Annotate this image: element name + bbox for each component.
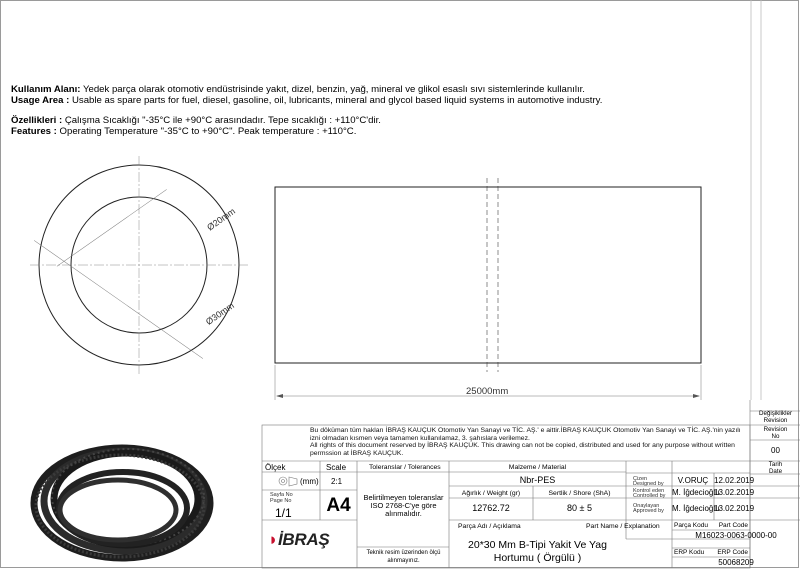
length-arrow-left	[276, 394, 283, 398]
designed-by: V.ORUÇ	[677, 476, 709, 485]
page-value: 1/1	[275, 506, 292, 520]
tolerance-line-2: ISO 2768-C'ye göre	[370, 501, 437, 510]
length-dim-label: 25000mm	[466, 386, 509, 397]
length-arrow-right	[693, 394, 700, 398]
tolerance-line-3: alınmalıdır.	[385, 509, 422, 518]
note-line-2: alınmayınız.	[387, 558, 420, 564]
designed-date: 12.02.2019	[714, 476, 755, 485]
note-line-1: Teknik resim üzerinden ölçü	[366, 550, 441, 556]
material-label: Malzeme / Material	[508, 464, 567, 471]
logo-mark-icon: ◗	[268, 530, 278, 549]
projection-symbol-icon	[279, 477, 297, 486]
logo-text: İBRAŞ	[277, 530, 330, 549]
inner-dim-leader	[57, 189, 167, 266]
part-name-en-label: Part Name / Explanation	[586, 523, 660, 530]
outer-dim-label: Ø30mm	[203, 300, 236, 327]
company-logo	[268, 530, 329, 550]
revision-header-tr: Değişiklikler	[758, 410, 792, 417]
measurement-note	[358, 549, 449, 565]
tolerance-line-1: Belirtilmeyen toleranslar	[363, 493, 444, 502]
tolerance-label: Toleranslar / Tolerances	[369, 464, 441, 471]
coil-ring-5	[60, 480, 176, 540]
weight-label: Ağırlık / Weight (gr)	[461, 490, 521, 497]
part-code-tr-label: Parça Kodu	[674, 522, 708, 529]
part-name-line-1: 20*30 Mm B-Tipi Yakit Ve Yag	[468, 539, 607, 551]
usage-en-label: Usage Area :	[11, 95, 70, 106]
features-en-label: Features :	[11, 126, 57, 137]
copyright-notice	[264, 427, 746, 457]
approved-tr-label: Onaylayan	[633, 503, 660, 509]
features-tr-label: Özellikleri :	[11, 115, 63, 126]
page-en-label: Page No	[270, 498, 292, 504]
revision-date-tr: Tarih	[768, 461, 783, 468]
erp-en-label: ERP Code	[717, 549, 748, 556]
revision-header	[751, 410, 800, 424]
designed-en-label: Designed by	[633, 481, 664, 487]
unit-label: (mm)	[300, 477, 319, 486]
part-name-tr-label: Parça Adı / Açıklama	[458, 523, 521, 530]
features-tr-text: Çalışma Sıcaklığı "-35°C ile +90°C arasındadır. Tepe sıcaklığı : +110°C'dir.	[64, 115, 381, 126]
revision-header-en: Revision	[763, 417, 788, 424]
revision-date-label	[751, 461, 800, 475]
hose-coil-photo	[34, 448, 210, 558]
revision-no-en: No	[771, 433, 780, 440]
scale-value: 2:1	[331, 477, 343, 486]
controlled-date: 13.02.2019	[714, 488, 755, 497]
scale-en-label: Scale	[326, 463, 347, 472]
part-name-line-2: Hortumu ( Örgülü )	[493, 552, 582, 564]
page-tr-label: Sayfa No	[270, 492, 293, 498]
usage-tr-label: Kullanım Alanı:	[11, 84, 81, 95]
outer-dim-leader	[34, 240, 203, 358]
approved-by: M. İğdecioğlu	[672, 504, 720, 513]
copyright-en: All rights of this document reserved by İBRAŞ KAUÇUK. This drawing can not be copied, distributed and used for any purpose without written permssion at İBRAŞ KAUÇUK.	[310, 442, 735, 457]
hardness-value: 80 ± 5	[567, 503, 592, 513]
erp-tr-label: ERP Kodu	[674, 549, 705, 556]
inner-dim-label: Ø20mm	[205, 206, 238, 233]
material-value: Nbr-PES	[519, 475, 556, 485]
tolerance-text	[358, 494, 449, 518]
usage-en-text: Usable as spare parts for fuel, diesel, gasoline, oil, lubricants, mineral and glycol based liquid systems in automotive industry.	[71, 95, 603, 106]
usage-tr-text: Yedek parça olarak otomotiv endüstrisinde yakıt, dizel, benzin, yağ, mineral ve glikol esaslı sıvı sistemlerinde kullanılır.	[82, 84, 585, 95]
hose-side-view	[275, 178, 701, 400]
approved-en-label: Approved by	[633, 508, 664, 514]
features-en-text: Operating Temperature "-35°C to +90°C". Peak temperature : +110°C.	[59, 126, 357, 137]
revision-no-tr: Revision	[763, 426, 788, 433]
approved-date: 13.02.2019	[714, 504, 755, 513]
part-name	[449, 539, 626, 565]
controlled-en-label: Controlled by	[633, 493, 666, 499]
weight-value: 12762.72	[472, 503, 510, 513]
copyright-tr: Bu döküman tüm hakları İBRAŞ KAUÇUK Otomotiv Yan Sanayi ve TİC. AŞ.' e aittir.İBRAŞ KAUÇUK Otomotiv Yan Sanayi ve TİC. AŞ.'nin yazılı izni olmadan kısmen veya tamamen kullanılamaz, 3. şahıslara verilemez.	[310, 427, 741, 442]
part-code: M16023-0063-0000-00	[695, 531, 777, 540]
hardness-label: Sertlik / Shore (ShA)	[548, 490, 611, 497]
hose-cross-section	[30, 156, 248, 374]
designed-tr-label: Çizen	[633, 476, 648, 482]
controlled-by: M. İğdecioğlu	[672, 488, 720, 497]
revision-no: 00	[771, 446, 780, 455]
break-gap	[487, 178, 498, 372]
part-code-en-label: Part Code	[718, 522, 748, 529]
sheet-size: A4	[326, 495, 351, 516]
controlled-tr-label: Kontrol eden	[633, 488, 665, 494]
scale-tr-label: Ölçek	[265, 463, 286, 472]
erp-code: 50068209	[718, 558, 754, 567]
revision-date-en: Date	[768, 468, 783, 475]
revision-no-label	[751, 426, 800, 440]
